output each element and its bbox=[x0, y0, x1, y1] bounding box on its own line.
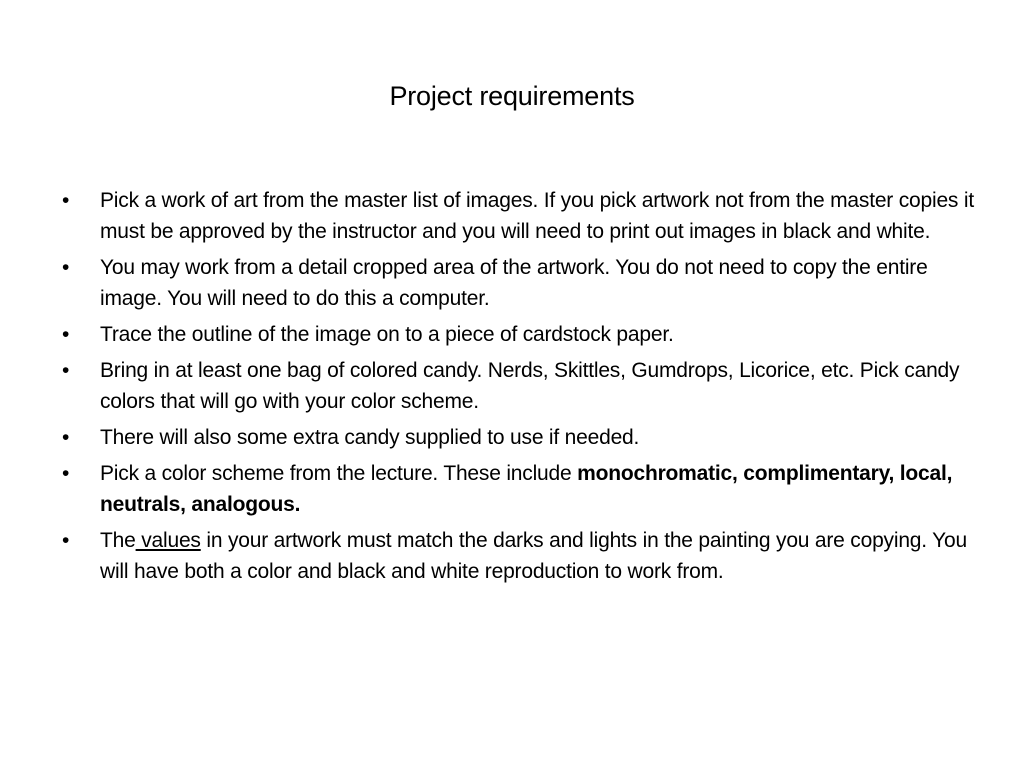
requirements-list bbox=[62, 185, 980, 592]
color-scheme-list: monochromatic, complimentary, local, neutrals, analogous. bbox=[100, 462, 953, 516]
bullet-icon: • bbox=[62, 323, 70, 346]
list-item bbox=[62, 422, 980, 453]
list-item-text: You may work from a detail cropped area of the artwork. You do not need to copy the entire image. You will need to do this a computer. bbox=[100, 256, 928, 310]
list-item bbox=[62, 185, 980, 247]
list-item-text: Pick a color scheme from the lecture. These include bbox=[100, 462, 578, 485]
list-item bbox=[62, 458, 980, 520]
bullet-icon: • bbox=[62, 256, 70, 279]
list-item-text: The bbox=[100, 529, 136, 552]
bullet-icon: • bbox=[62, 529, 70, 552]
bullet-icon: • bbox=[62, 426, 70, 449]
list-item-text: Pick a work of art from the master list of images. If you pick artwork not from the master copies it must be approved by the instructor and you will need to print out images in black and white. bbox=[100, 189, 974, 243]
bullet-icon: • bbox=[62, 359, 70, 382]
list-item-text: Trace the outline of the image on to a piece of cardstock paper. bbox=[100, 323, 674, 346]
list-item-text: There will also some extra candy supplied to use if needed. bbox=[100, 426, 640, 449]
list-item-text: Bring in at least one bag of colored candy. Nerds, Skittles, Gumdrops, Licorice, etc. Pick candy colors that will go with your color scheme. bbox=[100, 359, 960, 413]
values-term: values bbox=[135, 529, 201, 552]
slide-title: Project requirements bbox=[389, 81, 635, 111]
list-item bbox=[62, 319, 980, 350]
list-item bbox=[62, 355, 980, 417]
bullet-icon: • bbox=[62, 189, 70, 212]
list-item bbox=[62, 525, 980, 587]
list-item-text-continued: in your artwork must match the darks and lights in the painting you are copying. You will have both a color and black and white reproduction to work from. bbox=[100, 529, 968, 583]
list-item bbox=[62, 252, 980, 314]
bullet-icon: • bbox=[62, 462, 70, 485]
